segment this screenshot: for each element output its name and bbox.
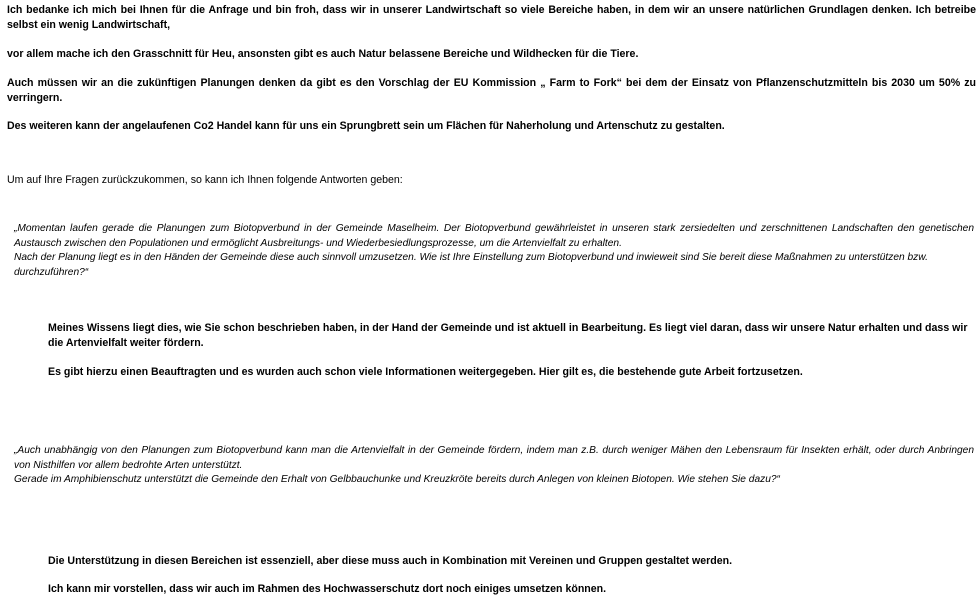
answer-1-paragraph-1: Meines Wissens liegt dies, wie Sie schon beschrieben haben, in der Hand der Gemeinde und ist aktuell in Bearbeitung. Es liegt viel daran, dass wir unsere Natur erhalten und dass wir die Artenvielfalt weiter fördern. — [48, 322, 968, 349]
answer-2-paragraph-1: Die Unterstützung in diesen Bereichen ist essenziell, aber diese muss auch in Kombination mit Vereinen und Gruppen gestaltet werden. — [48, 555, 733, 567]
intro-paragraph-1: Ich bedanke ich mich bei Ihnen für die Anfrage und bin froh, dass wir in unserer Landwirtschaft so viele Bereiche haben, in dem wir an unsere natürlichen Grundlagen denken. Ich betreibe selbst ein wenig Landwirtschaft, — [7, 4, 976, 31]
intro-paragraph-2: vor allem mache ich den Grasschnitt für Heu, ansonsten gibt es auch Natur belassene Bereiche und Wildhecken für die Tiere. — [7, 48, 639, 60]
intro-paragraph-3: Auch müssen wir an die zukünftigen Planungen denken da gibt es den Vorschlag der EU Kommission „ Farm to Fork“ bei dem der Einsatz von Pflanzenschutzmitteln bis 2030 um 50% zu verringern. — [7, 77, 976, 104]
question-2-line-1: „Auch unabhängig von den Planungen zum Biotopverbund kann man die Artenvielfalt in der Gemeinde fördern, indem man z.B. durch weniger Mähen den Lebensraum für Insekten erhält, oder durch Anbringen von Nisthilfen vor allem bedrohte Arten unterstützt. — [14, 445, 974, 471]
answer-2-paragraph-2: Ich kann mir vorstellen, dass wir auch im Rahmen des Hochwasserschutz dort noch einiges umsetzen können. — [48, 583, 607, 595]
question-1-quote — [14, 222, 974, 280]
answer-1-paragraph-2: Es gibt hierzu einen Beauftragten und es wurden auch schon viele Informationen weitergegeben. Hier gilt es, die bestehende gute Arbeit fortzusetzen. — [48, 366, 803, 378]
question-1-line-1: „Momentan laufen gerade die Planungen zum Biotopverbund in der Gemeinde Maselheim. Der Biotopverbund gewährleistet in unseren stark zersiedelten und zerschnittenen Landschaften den genetischen Austausch zwischen den Populationen und ermöglicht Ausbreitungs- und Wiederbesiedlungsprozesse, um die Artenvielfalt zu erhalten. — [14, 223, 974, 249]
intro-lead: Um auf Ihre Fragen zurückzukommen, so kann ich Ihnen folgende Antworten geben: — [7, 174, 403, 186]
intro-paragraph-4: Des weiteren kann der angelaufenen Co2 Handel kann für uns ein Sprungbrett sein um Flächen für Naherholung und Artenschutz zu gestalten. — [7, 120, 725, 132]
question-1-line-2: Nach der Planung liegt es in den Händen der Gemeinde diese auch sinnvoll umzusetzen. Wie ist Ihre Einstellung zum Biotopverbund und inwieweit sind Sie bereit diese Maßnahmen zu unterstützen bzw. durchzuführen?“ — [14, 252, 928, 278]
question-2-quote — [14, 444, 974, 488]
question-2-line-2: Gerade im Amphibienschutz unterstützt die Gemeinde den Erhalt von Gelbbauchunke und Kreuzkröte bereits durch Anlegen von kleinen Biotopen. Wie stehen Sie dazu?“ — [14, 474, 780, 486]
